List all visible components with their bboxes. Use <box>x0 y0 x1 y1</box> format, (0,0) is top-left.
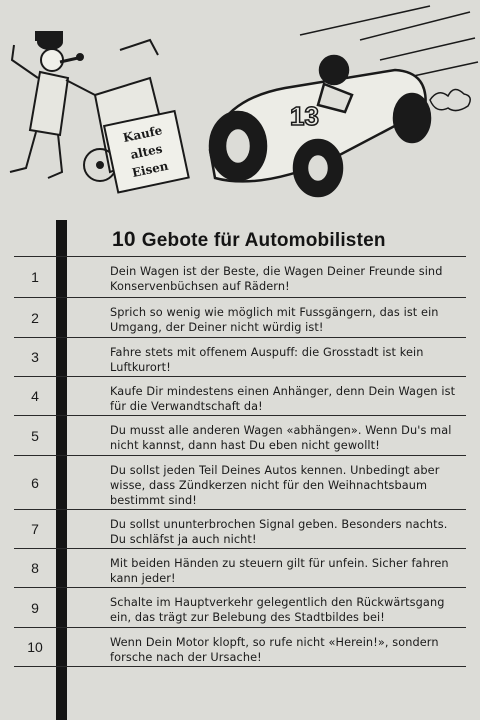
commandment-row <box>14 509 466 548</box>
commandment-number: 10 <box>27 639 43 655</box>
commandment-number: 4 <box>31 388 39 404</box>
page-title <box>112 228 386 252</box>
scrap-dealer-figure <box>10 32 95 178</box>
commandment-number: 3 <box>31 349 39 365</box>
commandment-text: Schalte im Hauptverkehr gelegentlich den Rückwärtsgang ein, das trägt zur Belebung des Stadtbildes bei! <box>110 596 445 624</box>
commandment-number: 1 <box>31 269 39 285</box>
commandment-row <box>14 256 466 297</box>
commandment-text: Mit beiden Händen zu steuern gilt für unfein. Sicher fahren kann jeder! <box>110 557 449 585</box>
commandment-number: 2 <box>31 309 39 326</box>
commandment-text: Dein Wagen ist der Beste, die Wagen Deiner Freunde sind Konservenbüchsen auf Rädern! <box>110 265 443 293</box>
commandment-row <box>14 337 466 376</box>
commandment-row <box>14 455 466 509</box>
svg-text:13: 13 <box>290 101 319 131</box>
commandment-text: Du sollst ununterbrochen Signal geben. Besonders nachts. Du schläfst ja auch nicht! <box>110 518 448 546</box>
cartoon-illustration <box>0 0 480 215</box>
exhaust-smoke <box>430 89 470 110</box>
commandment-number: 9 <box>31 599 39 616</box>
commandment-number: 5 <box>31 427 39 444</box>
commandment-row <box>14 376 466 415</box>
commandment-row <box>14 415 466 455</box>
commandment-text: Wenn Dein Motor klopft, so rufe nicht «Herein!», sondern forsche nach der Ursache! <box>110 636 439 664</box>
commandment-number: 7 <box>31 521 39 537</box>
commandment-row <box>14 297 466 337</box>
sign-kaufe-altes-eisen <box>104 111 189 192</box>
commandment-row <box>14 587 466 627</box>
commandment-text: Du sollst jeden Teil Deines Autos kennen. Unbedingt aber wisse, dass Zündkerzen nicht für den Weihnachtsbaum bestimmt sind! <box>110 464 440 507</box>
race-car <box>210 56 430 196</box>
svg-text:Eisen: Eisen <box>130 158 170 181</box>
commandment-number: 6 <box>31 474 39 491</box>
svg-text:altes: altes <box>129 141 164 162</box>
commandments-table <box>14 256 466 667</box>
commandment-text: Kaufe Dir mindestens einen Anhänger, denn Dein Wagen ist für die Verwandtschaft da! <box>110 385 456 413</box>
title-number: 10 <box>112 228 136 251</box>
commandment-row <box>14 548 466 587</box>
commandment-text: Du musst alle anderen Wagen «abhängen». Wenn Du's mal nicht kannst, dann hast Du eben nicht gewollt! <box>110 424 452 452</box>
svg-text:Kaufe: Kaufe <box>121 123 164 146</box>
commandment-text: Sprich so wenig wie möglich mit Fussgängern, das ist ein Umgang, der Deiner nicht würdig ist! <box>110 306 439 334</box>
commandment-number: 8 <box>31 560 39 576</box>
commandment-text: Fahre stets mit offenem Auspuff: die Grosstadt ist kein Luftkurort! <box>110 346 424 374</box>
commandment-row <box>14 627 466 667</box>
title-text: Gebote für Automobilisten <box>141 230 386 251</box>
